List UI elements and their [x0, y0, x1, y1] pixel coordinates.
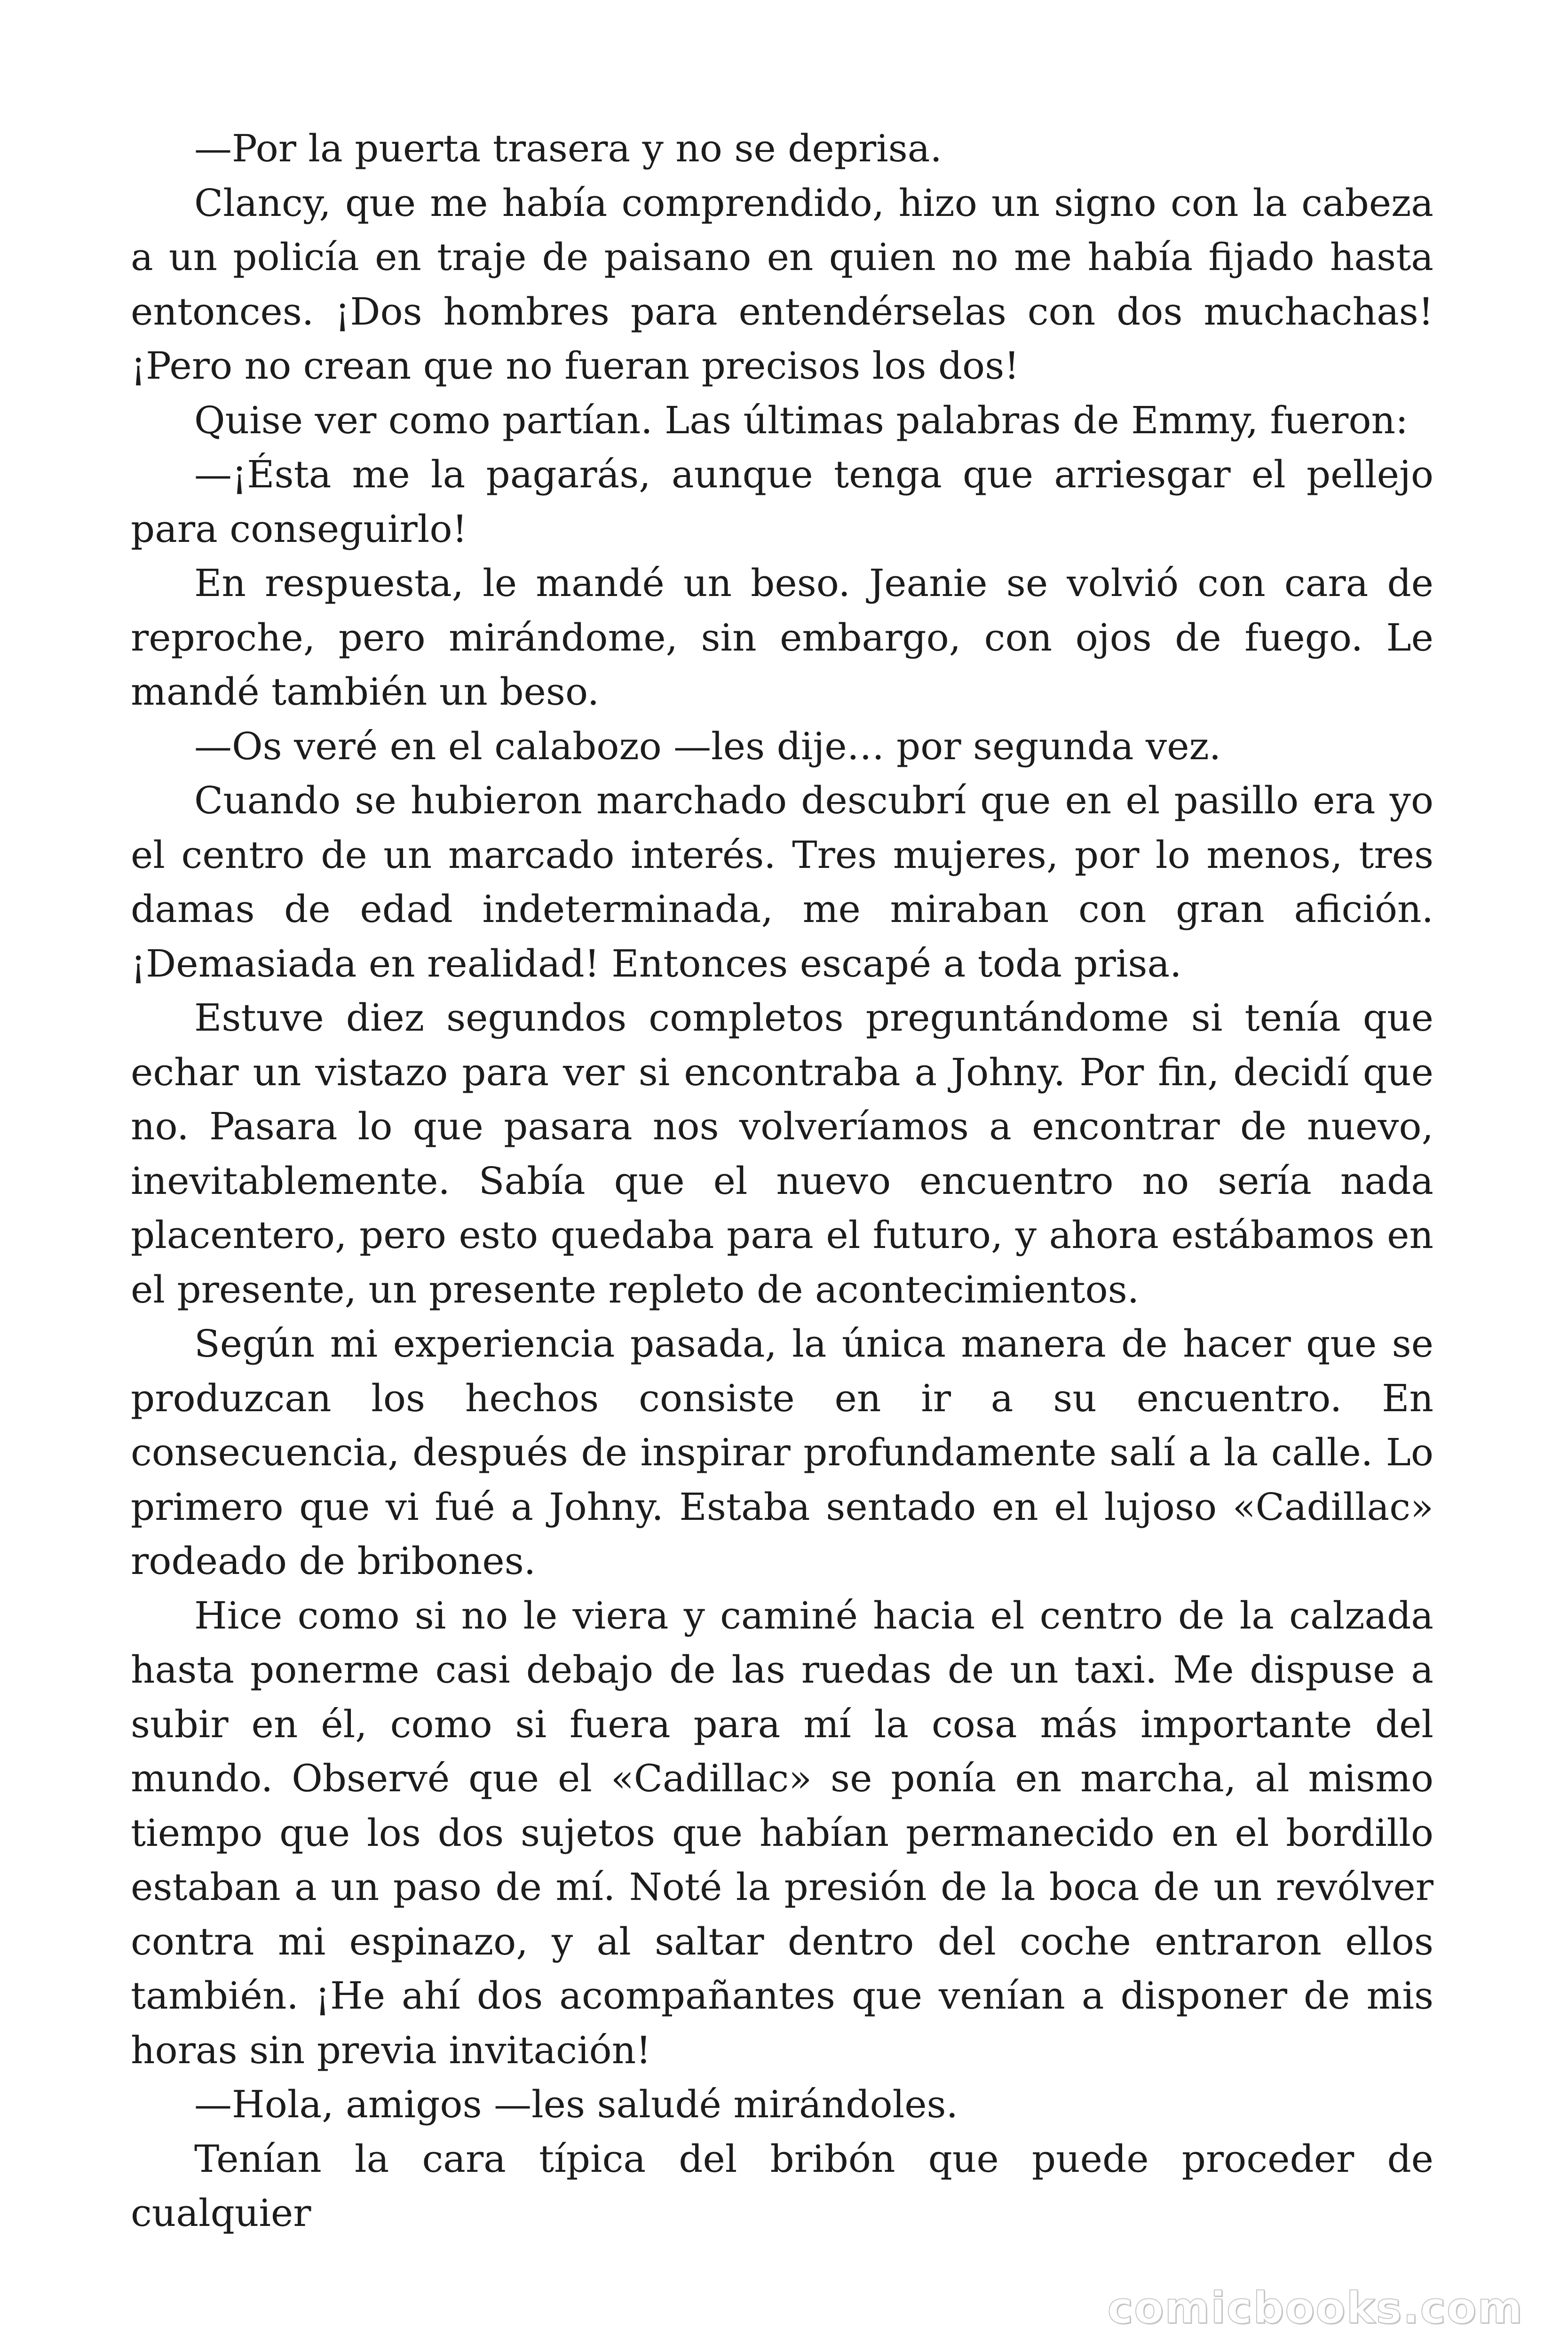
watermark: comicbooks.com — [1107, 2283, 1523, 2333]
body-text — [131, 121, 1433, 2241]
paragraph-10: Hice como si no le viera y caminé hacia el centro de la calzada hasta ponerme casi debajo de las ruedas de un taxi. Me dispuse a subir en él, como si fuera para mí la cosa más importante del mundo. Observé que el «Cadillac» se ponía en marcha, al mismo tiempo que los dos sujetos que habían permanecido en el bordillo estaban a un paso de mí. Noté la presión de la boca de un revólver contra mi espinazo, y al saltar dentro del coche entraron ellos también. ¡He ahí dos acompañantes que venían a disponer de mis horas sin previa invitación! — [131, 1593, 1433, 2072]
paragraph-4: —¡Ésta me la pagarás, aunque tenga que arriesgar el pellejo para conseguirlo! — [131, 453, 1433, 551]
paragraph-3: Quise ver como partían. Las últimas palabras de Emmy, fueron: — [194, 398, 1409, 442]
paragraph-12: Tenían la cara típica del bribón que puede proceder de cualquier — [131, 2137, 1433, 2235]
paragraph-6: —Os veré en el calabozo —les dije… por segunda vez. — [194, 724, 1221, 768]
paragraph-8: Estuve diez segundos completos preguntándome si tenía que echar un vistazo para ver si encontraba a Johny. Por fin, decidí que no. Pasara lo que pasara nos volveríamos a encontrar de nuevo, inevitablemente. Sabía que el nuevo encuentro no sería nada placentero, pero esto quedaba para el futuro, y ahora estábamos en el presente, un presente repleto de acontecimientos. — [131, 996, 1433, 1311]
paragraph-11: —Hola, amigos —les saludé mirándoles. — [194, 2082, 958, 2126]
paragraph-1: —Por la puerta trasera y no se deprisa. — [194, 127, 942, 170]
paragraph-5: En respuesta, le mandé un beso. Jeanie se volvió con cara de reproche, pero mirándome, sin embargo, con ojos de fuego. Le mandé también un beso. — [131, 561, 1433, 714]
paragraph-7: Cuando se hubieron marchado descubrí que en el pasillo era yo el centro de un marcado interés. Tres mujeres, por lo menos, tres damas de edad indeterminada, me miraban con gran afición. ¡Demasiada en realidad! Entonces escapé a toda prisa. — [131, 779, 1433, 985]
paragraph-2: Clancy, que me había comprendido, hizo un signo con la cabeza a un policía en traje de paisano en quien no me había fijado hasta entonces. ¡Dos hombres para entendérselas con dos muchachas! ¡Pero no crean que no fueran precisos los dos! — [131, 181, 1433, 388]
paragraph-9: Según mi experiencia pasada, la única manera de hacer que se produzcan los hechos consiste en ir a su encuentro. En consecuencia, después de inspirar profundamente salí a la calle. Lo primero que vi fué a Johny. Estaba sentado en el lujoso «Cadillac» rodeado de bribones. — [131, 1322, 1433, 1583]
